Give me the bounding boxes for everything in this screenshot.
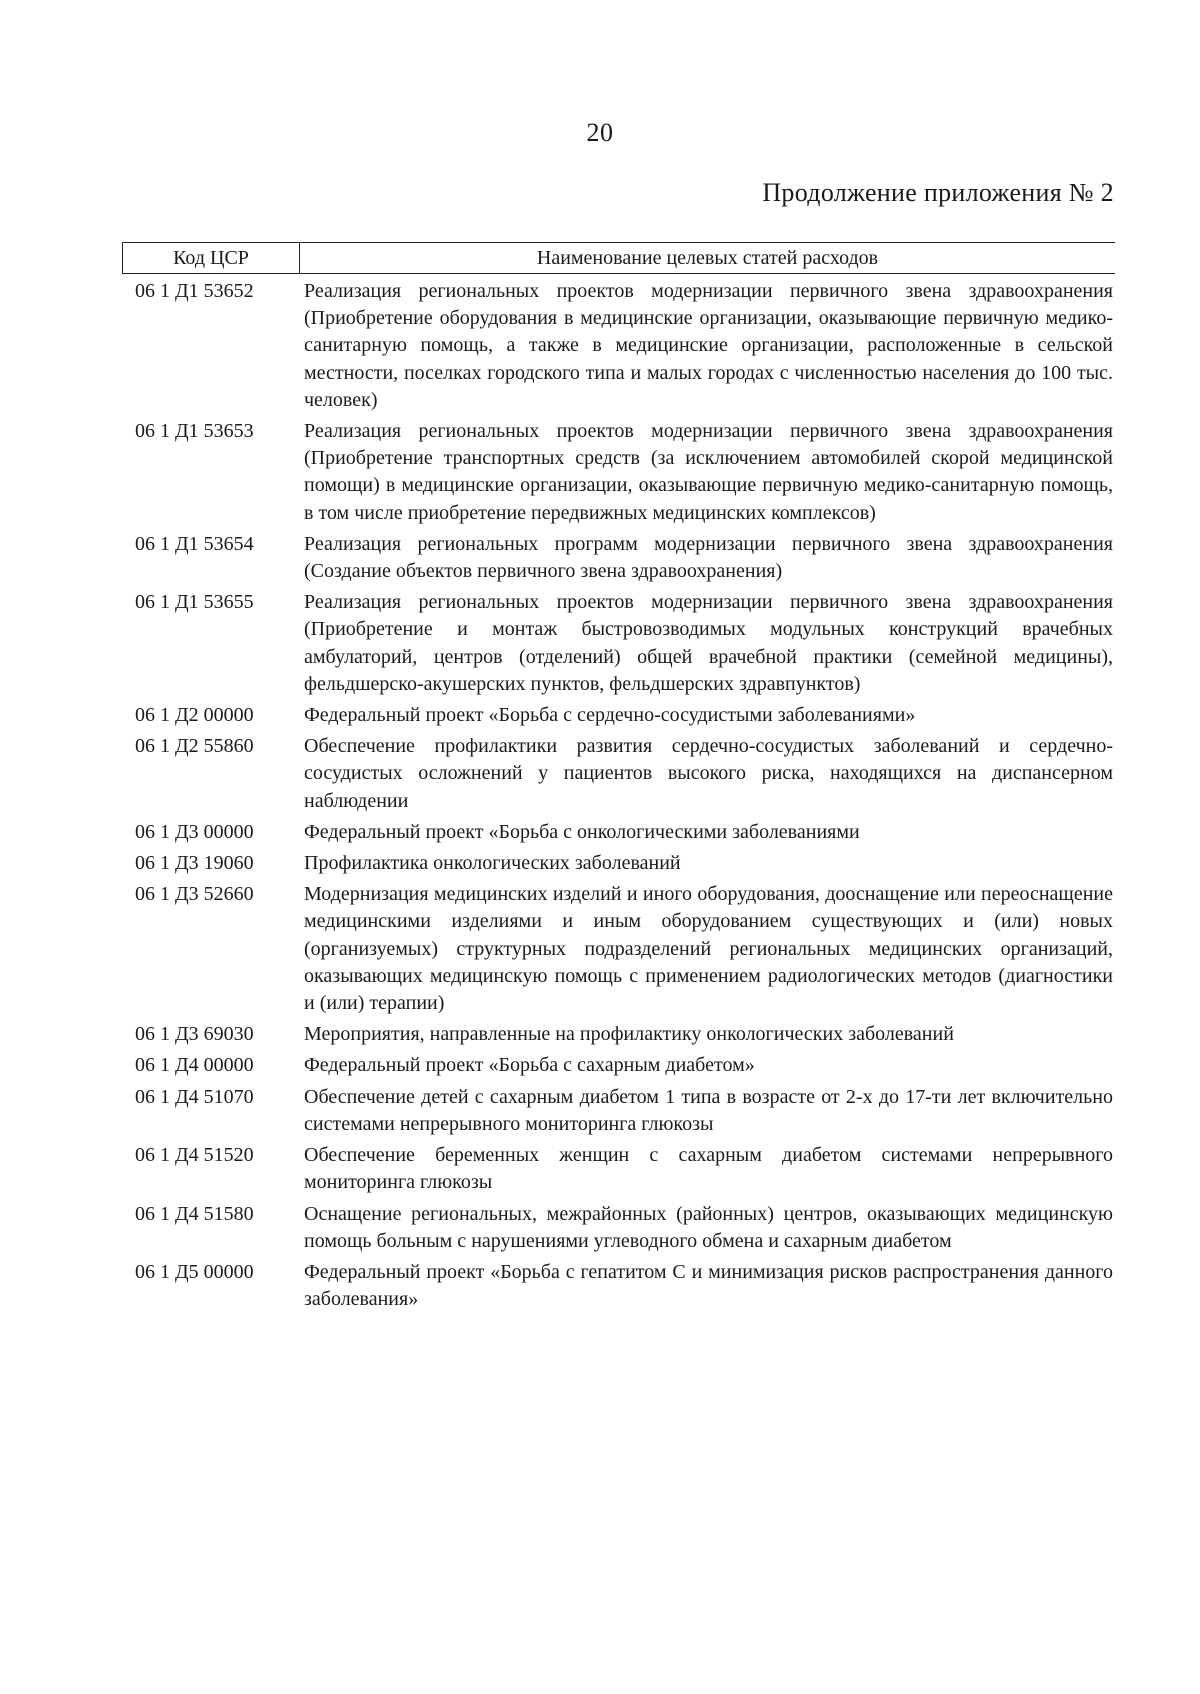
row-code: 06 1 Д2 55860: [135, 735, 254, 758]
table-row: [135, 278, 1115, 414]
page-number: 20: [586, 118, 614, 147]
table-row: [135, 702, 1115, 729]
row-name: Реализация региональных программ модернизации первичного звена здравоохранения (Создание объектов первичного звена здравоохранения): [304, 532, 1113, 583]
row-name: Обеспечение детей с сахарным диабетом 1 типа в возрасте от 2-х до 17-ти лет включительно системами непрерывного мониторинга глюкозы: [304, 1085, 1113, 1135]
table-row: [135, 1084, 1115, 1138]
row-name: Мероприятия, направленные на профилактику онкологических заболеваний: [304, 1023, 954, 1046]
row-name: Модернизация медицинских изделий и иного оборудования, дооснащение или переоснащение медицинскими изделиями и иным оборудованием существующих и (или) новых (организуемых) структурных подразделений региональных медицинских организаций, оказывающих медицинскую помощь с применением радиологических методов (диагностики и (или) терапии): [304, 883, 1113, 1015]
table-row: [135, 733, 1115, 815]
row-code: 06 1 Д1 53652: [135, 280, 254, 302]
row-name: Федеральный проект «Борьба с сердечно-сосудистыми заболеваниями»: [304, 704, 916, 727]
table-row: [135, 531, 1115, 585]
row-name: Реализация региональных проектов модернизации первичного звена здравоохранения (Приобретение оборудования в медицинские организации, оказывающие первичную медико-санитарную помощь, а также в медицинские организации, расположенные в сельской местности, поселках городского типа и малых городах с численностью населения до 100 тыс. человек): [304, 280, 1113, 411]
table-row: [135, 1142, 1115, 1196]
table-row: [135, 418, 1115, 527]
row-code: 06 1 Д1 53654: [135, 532, 254, 555]
row-code: 06 1 Д2 00000: [135, 704, 254, 727]
table-row: [135, 850, 1115, 877]
header-name: Наименование целевых статей расходов: [536, 247, 879, 269]
row-code: 06 1 Д4 51520: [135, 1144, 254, 1167]
row-name: Федеральный проект «Борьба с гепатитом С и минимизация рисков распространения данного заболевания»: [304, 1260, 1113, 1311]
table-row: [135, 1021, 1115, 1048]
row-name: Реализация региональных проектов модернизации первичного звена здравоохранения (Приобретение транспортных средств (за исключением автомобилей скорой медицинской помощи) в медицинские организации, оказывающие первичную медико-санитарную помощь, в том числе приобретение передвижных медицинских комплексов): [304, 420, 1113, 524]
row-code: 06 1 Д4 51070: [135, 1085, 254, 1108]
row-name: Реализация региональных проектов модернизации первичного звена здравоохранения (Приобретение и монтаж быстровозводимых модульных конструкций врачебных амбулаторий, центров (отделений) общей врачебной практики (семейной медицины), фельдшерско-акушерских пунктов, фельдшерских здравпунктов): [304, 591, 1113, 695]
row-code: 06 1 Д3 19060: [135, 852, 254, 875]
row-name: Обеспечение беременных женщин с сахарным диабетом системами непрерывного мониторинга глюкозы: [304, 1144, 1113, 1194]
row-code: 06 1 Д3 69030: [135, 1023, 254, 1046]
row-code: 06 1 Д5 00000: [135, 1260, 254, 1283]
row-name: Оснащение региональных, межрайонных (районных) центров, оказывающих медицинскую помощь больным с нарушениями углеводного обмена и сахарным диабетом: [304, 1202, 1113, 1252]
table-row: [135, 1052, 1115, 1079]
table-row: [135, 881, 1115, 1017]
row-code: 06 1 Д3 52660: [135, 883, 254, 906]
table-body: [135, 278, 1115, 1317]
table-row: [135, 589, 1115, 698]
row-code: 06 1 Д1 53655: [135, 591, 254, 614]
row-code: 06 1 Д1 53653: [135, 420, 254, 443]
appendix-title: Продолжение приложения № 2: [762, 178, 1114, 207]
row-name: Федеральный проект «Борьба с сахарным диабетом»: [304, 1054, 755, 1077]
row-code: 06 1 Д4 00000: [135, 1054, 254, 1077]
table-row: [135, 819, 1115, 846]
table-header: [122, 242, 1115, 274]
table-row: [135, 1201, 1115, 1255]
header-code: Код ЦСР: [123, 243, 300, 273]
table-row: [135, 1259, 1115, 1313]
row-name: Профилактика онкологических заболеваний: [304, 852, 681, 875]
row-code: 06 1 Д4 51580: [135, 1202, 254, 1225]
row-name: Федеральный проект «Борьба с онкологическими заболеваниями: [304, 820, 860, 843]
row-name: Обеспечение профилактики развития сердечно-сосудистых заболеваний и сердечно-сосудистых осложнений у пациентов высокого риска, находящихся на диспансерном наблюдении: [304, 735, 1113, 812]
row-code: 06 1 Д3 00000: [135, 820, 254, 843]
